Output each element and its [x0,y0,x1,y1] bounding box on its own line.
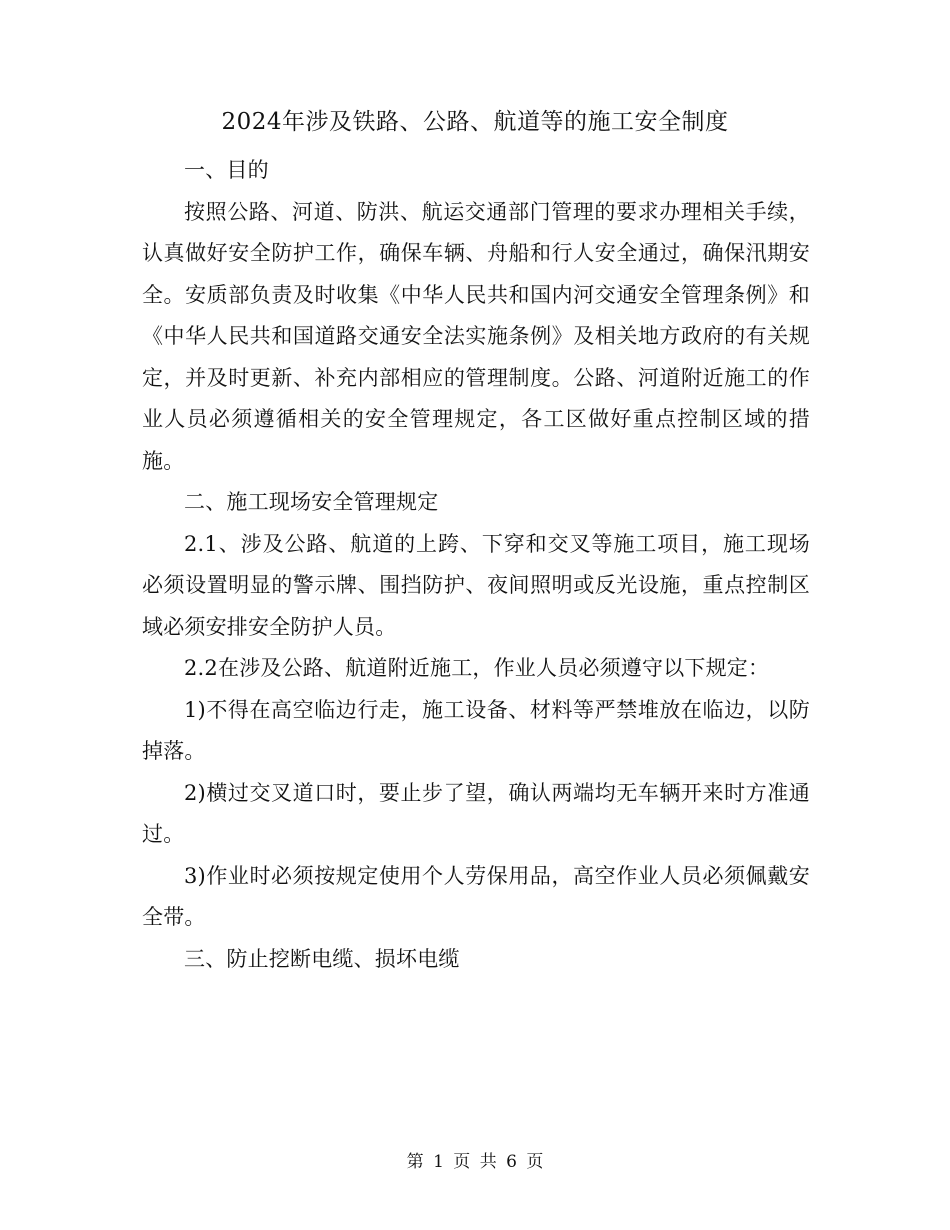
document-body [142,150,810,980]
section-heading-purpose: 一、目的 [184,158,269,182]
paragraph-clause-2-1: 2.1、涉及公路、航道的上跨、下穿和交叉等施工项目，施工现场必须设置明显的警示牌、围挡防护、夜间照明或反光设施，重点控制区域必须安排安全防护人员。 [142,531,810,639]
paragraph-clause-2-2: 2.2在涉及公路、航道附近施工，作业人员必须遵守以下规定： [184,656,770,680]
list-item-rule-1: 1)不得在高空临边行走，施工设备、材料等严禁堆放在临边，以防掉落。 [142,697,810,763]
section-heading-site-safety: 二、施工现场安全管理规定 [184,490,439,514]
section-heading-cable-protection: 三、防止挖断电缆、损坏电缆 [184,946,460,971]
document-title: 2024年涉及铁路、公路、航道等的施工安全制度 [221,109,729,135]
list-item-rule-2: 2)横过交叉道口时，要止步了望，确认两端均无车辆开来时方准通过。 [142,780,810,846]
paragraph-purpose-body: 按照公路、河道、防洪、航运交通部门管理的要求办理相关手续，认真做好安全防护工作，确保车辆、舟船和行人安全通过，确保汛期安全。安质部负责及时收集《中华人民共和国内河交通安全管理条例》和《中华人民共和国道路交通安全法实施条例》及相关地方政府的有关规定，并及时更新、补充内部相应的管理制度。公路、河道附近施工的作业人员必须遵循相关的安全管理规定，各工区做好重点控制区域的措施。 [142,199,810,473]
list-item-rule-3: 3)作业时必须按规定使用个人劳保用品，高空作业人员必须佩戴安全带。 [142,863,810,929]
page-number-footer: 第 1 页 共 6 页 [406,1152,544,1172]
